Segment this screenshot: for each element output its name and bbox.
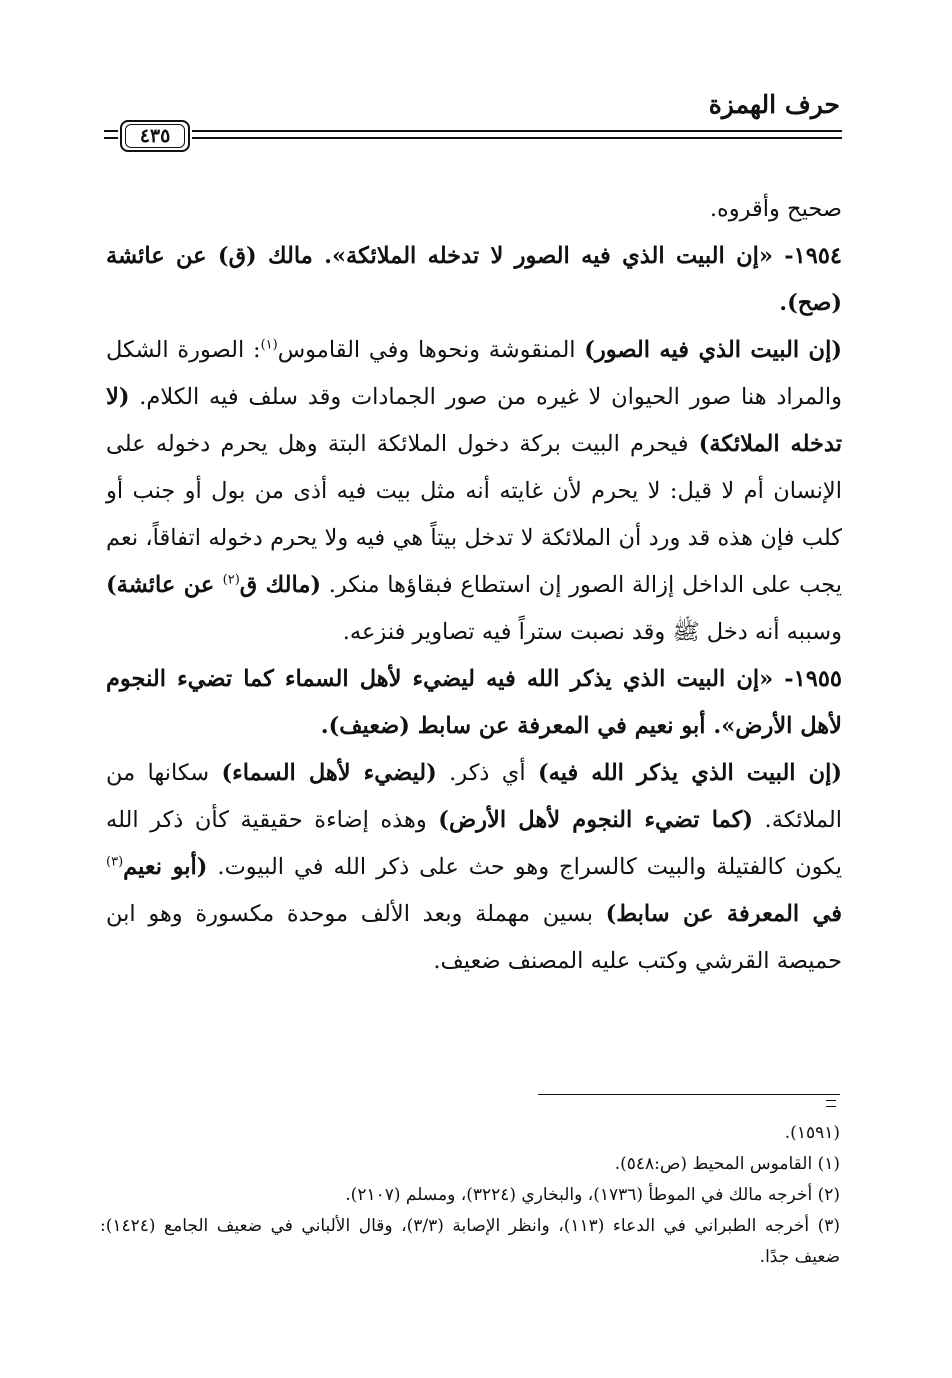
- quoted-phrase: (كما تضيء النجوم لأهل الأرض): [438, 807, 754, 833]
- main-text: [106, 186, 842, 985]
- header-double-rule: [192, 130, 842, 139]
- commentary-text: سكانها من الملائكة.: [106, 760, 842, 833]
- quoted-phrase: في المعرفة عن سابط): [605, 901, 842, 927]
- commentary-1955: [106, 750, 842, 985]
- quoted-phrase: (ليضيء لأهل السماء): [221, 760, 437, 786]
- footnotes: [100, 1118, 840, 1273]
- hadith-1955: ١٩٥٥- «إن البيت الذي يذكر الله فيه ليضيء لأهل السماء كما تضيء النجوم لأهل الأرض». أبو نعيم في المعرفة عن سابط (ضعيف).: [106, 666, 842, 739]
- continuation-paragraph: صحيح وأقروه.: [709, 196, 842, 222]
- quoted-phrase: (إن البيت الذي يذكر الله فيه): [538, 760, 843, 786]
- page-number: ٤٣٥: [125, 124, 185, 148]
- footnote-separator: [538, 1094, 840, 1095]
- header-rule-end-mark: [104, 130, 118, 139]
- running-header-title: حرف الهمزة: [708, 90, 840, 119]
- page-number-frame: [120, 120, 190, 152]
- commentary-text: المنقوشة ونحوها وفي القاموس: [277, 337, 585, 363]
- footnote-2: (٢) أخرجه مالك في الموطأ (١٧٣٦)، والبخاري (٣٢٢٤)، ومسلم (٢١٠٧).: [345, 1185, 840, 1205]
- quoted-phrase: (لا تدخله الملائكة): [106, 384, 843, 457]
- commentary-text: فيحرم البيت بركة دخول الملائكة البتة وهل يحرم دخوله على الإنسان أم لا قيل: لا يحرم لأن غايته أنه مثل بيت فيه أذى من بول أو جنب أو كلب فإن هذه قد ورد أن الملائكة لا تدخل بيتاً هي فيه ولا يحرم دخوله اتفاقاً، نعم يجب على الداخل إزالة الصور إن استطاع فبقاؤها منكر.: [106, 431, 842, 598]
- quoted-phrase: عن عائشة): [106, 572, 223, 598]
- commentary-text: وسببه أنه دخل ﷺ وقد نصبت ستراً فيه تصاوير فنزعه.: [342, 619, 842, 645]
- commentary-text: أي ذكر.: [436, 760, 539, 786]
- footnote-ref-1: (١): [260, 337, 278, 353]
- commentary-text: : الصورة الشكل والمراد هنا صور الحيوان لا غيره من صور الجمادات وقد سلف فيه الكلام.: [106, 337, 842, 410]
- commentary-text: وهذه إضاءة حقيقية كأن ذكر الله يكون كالفتيلة والبيت كالسراج وهو حث على ذكر الله في البيوت.: [106, 807, 842, 880]
- quoted-phrase: (أبو نعيم: [123, 854, 208, 880]
- footnote-ref-3: (٣): [106, 854, 124, 870]
- footnote-continuation-mark: [826, 1100, 836, 1107]
- commentary-text: بسين مهملة وبعد الألف موحدة مكسورة وهو ابن حميصة القرشي وكتب عليه المصنف ضعيف.: [106, 901, 842, 974]
- footnote-ref-2: (٢): [222, 572, 240, 588]
- quoted-phrase: (مالك ق: [239, 572, 322, 598]
- footnote-continuation: (١٥٩١).: [784, 1123, 840, 1143]
- footnote-3: (٣) أخرجه الطبراني في الدعاء (١١٣)، وانظر الإصابة (٣/٣)، وقال الألباني في ضعيف الجامع (١٤٢٤): ضعيف جدًا.: [100, 1216, 840, 1267]
- hadith-1954: ١٩٥٤- «إن البيت الذي فيه الصور لا تدخله الملائكة». مالك (ق) عن عائشة (صح).: [106, 243, 842, 316]
- footnote-1: (١) القاموس المحيط (ص:٥٤٨).: [614, 1154, 840, 1174]
- quoted-phrase: (إن البيت الذي فيه الصور): [584, 337, 842, 363]
- commentary-1954: [106, 327, 842, 656]
